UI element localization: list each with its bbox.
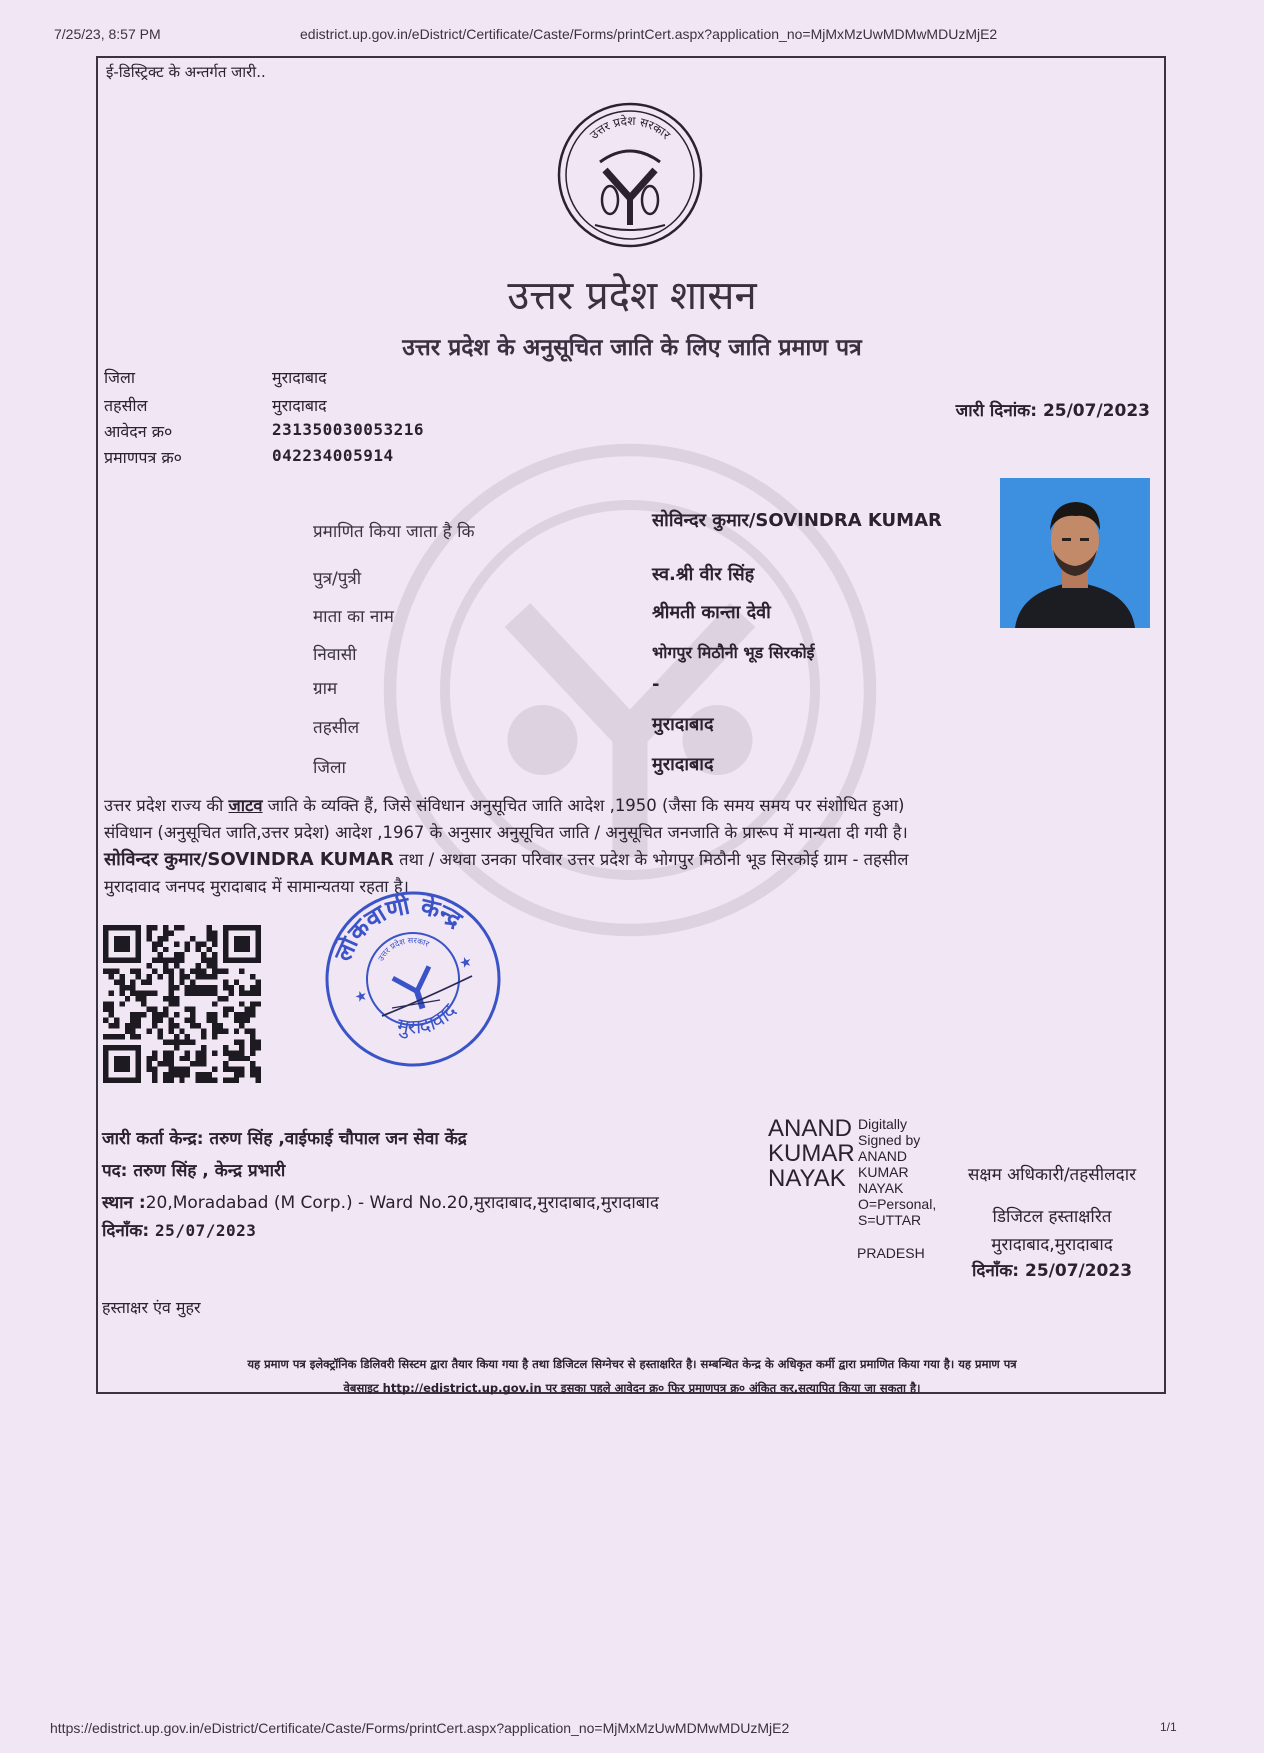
certificate-number-label: प्रमाणपत्र क्र० bbox=[104, 448, 182, 467]
body-line-4: मुरादावाद जनपद मुरादाबाद में सामान्यतया रहता है। bbox=[104, 877, 409, 896]
sig-detail-line-5: NAYAK bbox=[858, 1180, 904, 1196]
issuing-center bbox=[102, 1126, 467, 1149]
body-line-3 bbox=[104, 846, 1158, 873]
issuing-center-value: तरुण सिंह ,वाईफाई चौपाल जन सेवा केंद्र bbox=[209, 1129, 467, 1149]
issuer-place-value: 20,Moradabad (M Corp.) - Ward No.20,मुरादाबाद,मुरादाबाद,मुरादाबाद bbox=[145, 1193, 659, 1213]
authority-signed: डिजिटल हस्ताक्षरित bbox=[992, 1207, 1112, 1227]
sig-detail-line-7: S=UTTAR bbox=[858, 1212, 922, 1228]
issuer-date-value: 25/07/2023 bbox=[155, 1221, 257, 1240]
issue-date: जारी दिनांक: 25/07/2023 bbox=[955, 401, 1150, 421]
district-label: जिला bbox=[104, 368, 136, 387]
sig-name-line-3: NAYAK bbox=[768, 1165, 846, 1192]
field-tehsil-label: तहसील bbox=[313, 718, 360, 738]
village-value: - bbox=[652, 674, 660, 695]
body-line-1b: जाति के व्यक्ति हैं, जिसे संविधान अनुसूचित जाति आदेश ,1950 (जैसा कि समय समय पर संशोधित हुआ) bbox=[262, 796, 905, 815]
district-value: मुरादाबाद bbox=[272, 368, 327, 387]
tehsil-value: मुरादाबाद bbox=[272, 396, 327, 415]
emblem-text: उत्तर प्रदेश सरकार bbox=[587, 113, 674, 143]
stamp-star-left-icon: ★ bbox=[352, 987, 370, 1007]
applicant-photo bbox=[1000, 478, 1150, 628]
verification-footnote bbox=[104, 1352, 1160, 1400]
qr-code-icon bbox=[103, 925, 261, 1083]
body-line-2: संविधान (अनुसूचित जाति,उत्तर प्रदेश) आदेश ,1967 के अनुसार अनुसूचित जाति / अनुसूचित जनजाति के प्रारूप में मान्यता दी गयी है। bbox=[104, 823, 908, 842]
issuer-place bbox=[102, 1190, 659, 1213]
sig-detail-line-2: Signed by bbox=[858, 1132, 921, 1148]
digital-signature-state: PRADESH bbox=[857, 1245, 925, 1261]
certificate-number-value: 042234005914 bbox=[272, 446, 394, 465]
issuer-date bbox=[102, 1218, 256, 1241]
sig-name-line-2: KUMAR bbox=[768, 1140, 855, 1167]
footnote-line-2: वेबसाइट http://edistrict.up.gov.in पर इसका पहले आवेदन क्र० फिर प्रमाणपत्र क्र० अंकित कर,सत्यापित किया जा सकता है। bbox=[343, 1381, 921, 1395]
body-line-1 bbox=[104, 792, 1158, 819]
print-url: edistrict.up.gov.in/eDistrict/Certificate/Caste/Forms/printCert.aspx?application_no=MjMxMzUwMDMwMDUzMjE2 bbox=[300, 26, 998, 42]
print-footer-url: https://edistrict.up.gov.in/eDistrict/Certificate/Caste/Forms/printCert.aspx?application_no=MjMxMzUwMDMwMDUzMjE2 bbox=[50, 1720, 790, 1736]
authority-date: दिनाँक: 25/07/2023 bbox=[971, 1261, 1133, 1281]
resident-value: भोगपुर मिठौनी भूड सिरकोई bbox=[652, 643, 815, 662]
issuer-post bbox=[102, 1158, 285, 1181]
issuer-post-value: तरुण सिंह , केन्द्र प्रभारी bbox=[133, 1161, 286, 1181]
application-number-value: 231350030053216 bbox=[272, 420, 424, 439]
mother-name-label: माता का नाम bbox=[313, 607, 394, 627]
certificate-title: उत्तर प्रदेश शासन bbox=[507, 273, 757, 319]
sig-detail-line-4: KUMAR bbox=[858, 1164, 909, 1180]
person-photo-icon bbox=[1000, 478, 1150, 628]
stamp-inner-text: उत्तर प्रदेश सरकार bbox=[376, 936, 431, 963]
certified-that-label: प्रमाणित किया जाता है कि bbox=[313, 522, 475, 542]
print-page-number: 1/1 bbox=[1160, 1720, 1177, 1734]
body-line-3b: तथा / अथवा उनका परिवार उत्तर प्रदेश के भोगपुर मिठौनी भूड सिरकोई ग्राम - तहसील bbox=[393, 850, 909, 869]
sig-detail-line-6: O=Personal, bbox=[858, 1196, 937, 1212]
tehsil-label: तहसील bbox=[104, 396, 148, 415]
certificate-body bbox=[104, 792, 1158, 900]
digital-signature-details bbox=[858, 1116, 936, 1228]
caste-name: जाटव bbox=[228, 796, 263, 815]
issuer-place-label: स्थान : bbox=[102, 1193, 146, 1213]
sig-detail-line-1: Digitally bbox=[858, 1116, 908, 1132]
sig-detail-line-3: ANAND bbox=[858, 1148, 908, 1164]
authority-title: सक्षम अधिकारी/तहसीलदार bbox=[967, 1165, 1137, 1185]
up-government-emblem-icon bbox=[555, 100, 705, 250]
issued-under-text: ई-डिस्ट्रिक्ट के अन्तर्गत जारी.. bbox=[106, 63, 266, 81]
father-name-value: स्व.श्री वीर सिंह bbox=[652, 564, 755, 585]
authority-place: मुरादाबाद,मुरादाबाद bbox=[991, 1235, 1113, 1255]
stamp-top-text: लोकवाणी केन्द्र bbox=[328, 891, 468, 966]
stamp-bottom-text: मुरादावाद bbox=[395, 998, 462, 1039]
digital-signature-name bbox=[768, 1116, 855, 1191]
issuer-date-label: दिनाँक: bbox=[102, 1221, 156, 1241]
issuer-post-label: पद: bbox=[102, 1161, 134, 1181]
application-number-label: आवेदन क्र० bbox=[104, 422, 173, 441]
body-applicant-name: सोविन्दर कुमार/SOVINDRA KUMAR bbox=[104, 849, 394, 870]
sig-name-line-1: ANAND bbox=[768, 1115, 853, 1142]
field-district-value: मुरादाबाद bbox=[652, 754, 714, 775]
stamp-star-right-icon: ★ bbox=[457, 953, 475, 973]
resident-label: निवासी bbox=[313, 645, 357, 665]
print-datetime: 7/25/23, 8:57 PM bbox=[54, 26, 161, 42]
field-district-label: जिला bbox=[313, 758, 346, 778]
certificate-subtitle: उत्तर प्रदेश के अनुसूचित जाति के लिए जाति प्रमाण पत्र bbox=[402, 335, 862, 361]
son-daughter-of-label: पुत्र/पुत्री bbox=[313, 569, 362, 589]
field-tehsil-value: मुरादाबाद bbox=[652, 714, 714, 735]
lokvani-kendra-stamp-icon bbox=[322, 888, 504, 1070]
body-line-1a: उत्तर प्रदेश राज्य की bbox=[104, 796, 229, 815]
mother-name-value: श्रीमती कान्ता देवी bbox=[652, 602, 771, 623]
village-label: ग्राम bbox=[313, 679, 338, 699]
footnote-line-1: यह प्रमाण पत्र इलेक्ट्रॉनिक डिलिवरी सिस्टम द्वारा तैयार किया गया है तथा डिजिटल सिग्नेचर से हस्ताक्षरित है। सम्बन्धित केन्द्र के अधिकृत कर्मी द्वारा प्रमाणित किया गया है। यह प्रमाण पत्र bbox=[247, 1357, 1017, 1371]
svg-text:लोकवाणी केन्द्र bbox=[322, 888, 474, 973]
applicant-name-value: सोविन्दर कुमार/SOVINDRA KUMAR bbox=[652, 510, 942, 531]
issuing-center-label: जारी कर्ता केन्द्र: bbox=[102, 1129, 210, 1149]
signature-and-seal-label: हस्ताक्षर एंव मुहर bbox=[102, 1298, 201, 1317]
